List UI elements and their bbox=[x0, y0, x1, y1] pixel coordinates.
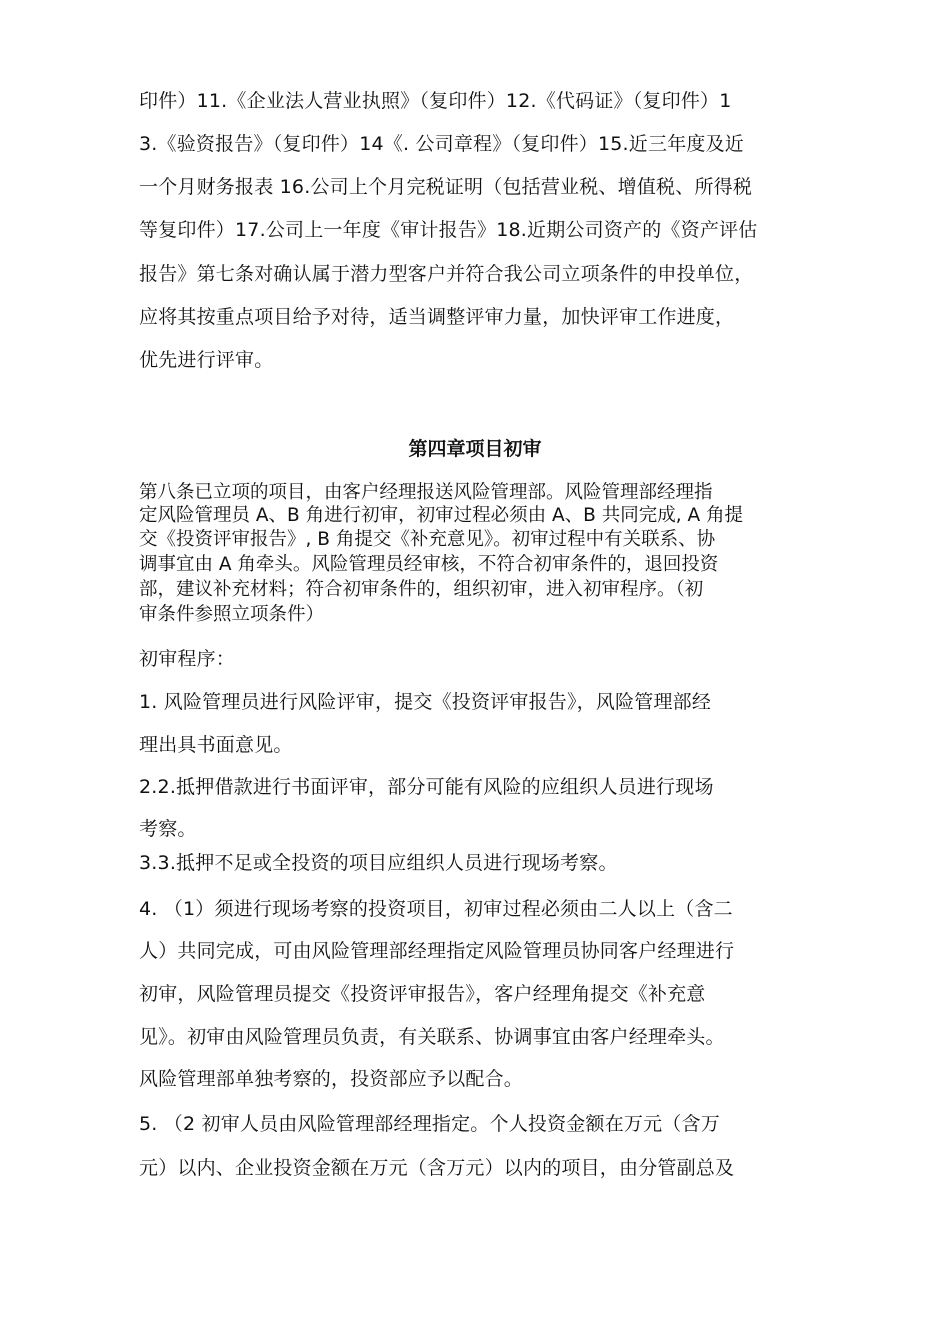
procedure-line: 5. （2 初审人员由风险管理部经理指定。个人投资金额在万元（含万 bbox=[139, 1113, 720, 1135]
procedure-line: 考察。 bbox=[139, 818, 197, 840]
article8-line: 第八条已立项的项目，由客户经理报送风险管理部。风险管理部经理指 bbox=[139, 482, 713, 503]
procedure-line: 4. （1）须进行现场考察的投资项目，初审过程必须由二人以上（含二 bbox=[139, 898, 733, 920]
article8-line: 审条件参照立项条件） bbox=[139, 604, 325, 625]
procedure-line: 2.2.抵押借款进行书面评审，部分可能有风险的应组织人员进行现场 bbox=[139, 776, 714, 798]
procedure-line: 初审，风险管理员提交《投资评审报告》，客户经理角提交《补充意 bbox=[139, 983, 706, 1005]
procedure-line: 元）以内、企业投资金额在万元（含万元）以内的项目，由分管副总及 bbox=[139, 1157, 735, 1179]
procedure-line: 人）共同完成，可由风险管理部经理指定风险管理员协同客户经理进行 bbox=[139, 940, 735, 962]
article8-line: 部，建议补充材料；符合初审条件的，组织初审，进入初审程序。（初 bbox=[139, 579, 704, 600]
procedure-label: 初审程序： bbox=[139, 648, 236, 670]
text-line: 等复印件）17.公司上一年度《审计报告》18.近期公司资产的《资产评估 bbox=[139, 219, 758, 241]
article8-line: 调事宜由 A 角牵头。风险管理员经审核，不符合初审条件的，退回投资 bbox=[139, 554, 719, 575]
text-line: 印件）11.《企业法人营业执照》（复印件）12.《代码证》（复印件）1 bbox=[139, 90, 732, 112]
text-line: 一个月财务报表 16.公司上个月完税证明（包括营业税、增值税、所得税 bbox=[139, 176, 753, 198]
procedure-line: 理出具书面意见。 bbox=[139, 734, 293, 756]
text-line: 3.《验资报告》（复印件）14《. 公司章程》（复印件）15.近三年度及近 bbox=[139, 133, 745, 155]
chapter-title: 第四章项目初审 bbox=[408, 438, 542, 460]
procedure-line: 1. 风险管理员进行风险评审，提交《投资评审报告》，风险管理部经 bbox=[139, 691, 712, 713]
procedure-line: 见》。初审由风险管理员负责，有关联系、协调事宜由客户经理牵头。 bbox=[139, 1026, 725, 1048]
procedure-line: 风险管理部单独考察的，投资部应予以配合。 bbox=[139, 1068, 524, 1090]
article8-line: 交《投资评审报告》, B 角提交《补充意见》。初审过程中有关联系、协 bbox=[139, 529, 716, 550]
procedure-line: 3.3.抵押不足或全投资的项目应组织人员进行现场考察。 bbox=[139, 852, 618, 874]
article8-line: 定风险管理员 A、B 角进行初审，初审过程必须由 A、B 共同完成, A 角提 bbox=[139, 505, 744, 526]
text-line: 优先进行评审。 bbox=[139, 349, 274, 371]
text-line: 应将其按重点项目给予对待，适当调整评审力量，加快评审工作进度， bbox=[139, 306, 735, 328]
text-line: 报告》第七条对确认属于潜力型客户并符合我公司立项条件的申投单位， bbox=[139, 263, 754, 285]
